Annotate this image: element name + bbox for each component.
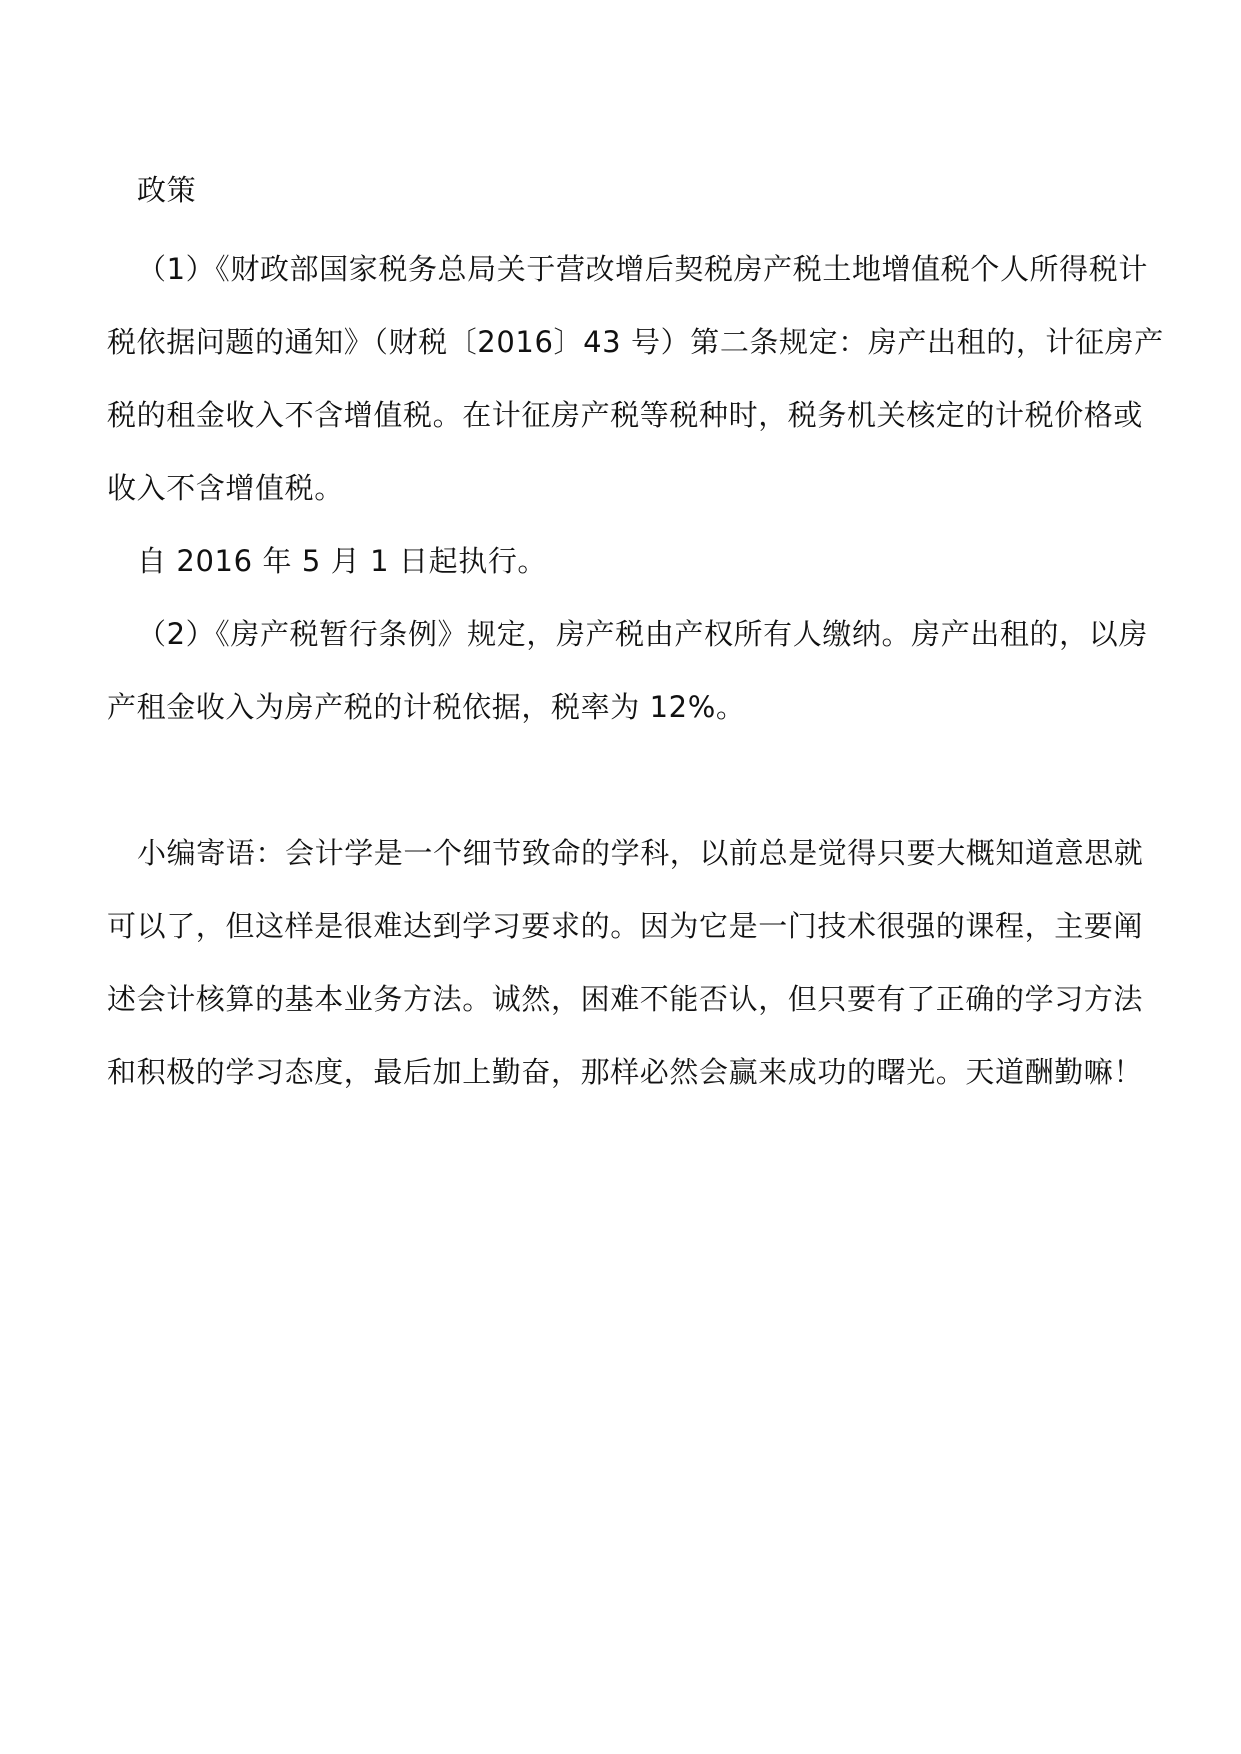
paragraph-4-line-4: 和积极的学习态度，最后加上勤奋，那样必然会赢来成功的曙光。天道酬勤嘛！ (107, 1055, 1144, 1089)
paragraph-3-line-2: 产租金收入为房产税的计税依据，税率为 12%。 (107, 690, 746, 724)
paragraph-1-line-4: 收入不含增值税。 (107, 471, 344, 505)
paragraph-2-line-1: 自 2016 年 5 月 1 日起执行。 (137, 544, 548, 578)
document-heading: 政策 (137, 173, 197, 207)
paragraph-1-line-3: 税的租金收入不含增值税。在计征房产税等税种时，税务机关核定的计税价格或 (107, 398, 1144, 432)
paragraph-3-line-1: （2）《房产税暂行条例》规定，房产税由产权所有人缴纳。房产出租的，以房 (137, 617, 1148, 651)
paragraph-1-line-1: （1）《财政部国家税务总局关于营改增后契税房产税土地增值税个人所得税计 (137, 252, 1148, 286)
paragraph-4-line-2: 可以了，但这样是很难达到学习要求的。因为它是一门技术很强的课程，主要阐 (107, 909, 1144, 943)
paragraph-1-line-2: 税依据问题的通知》（财税〔2016〕43 号）第二条规定：房产出租的，计征房产 (107, 325, 1164, 359)
paragraph-4-line-1: 小编寄语：会计学是一个细节致命的学科，以前总是觉得只要大概知道意思就 (137, 836, 1144, 870)
paragraph-4-line-3: 述会计核算的基本业务方法。诚然，困难不能否认，但只要有了正确的学习方法 (107, 982, 1144, 1016)
